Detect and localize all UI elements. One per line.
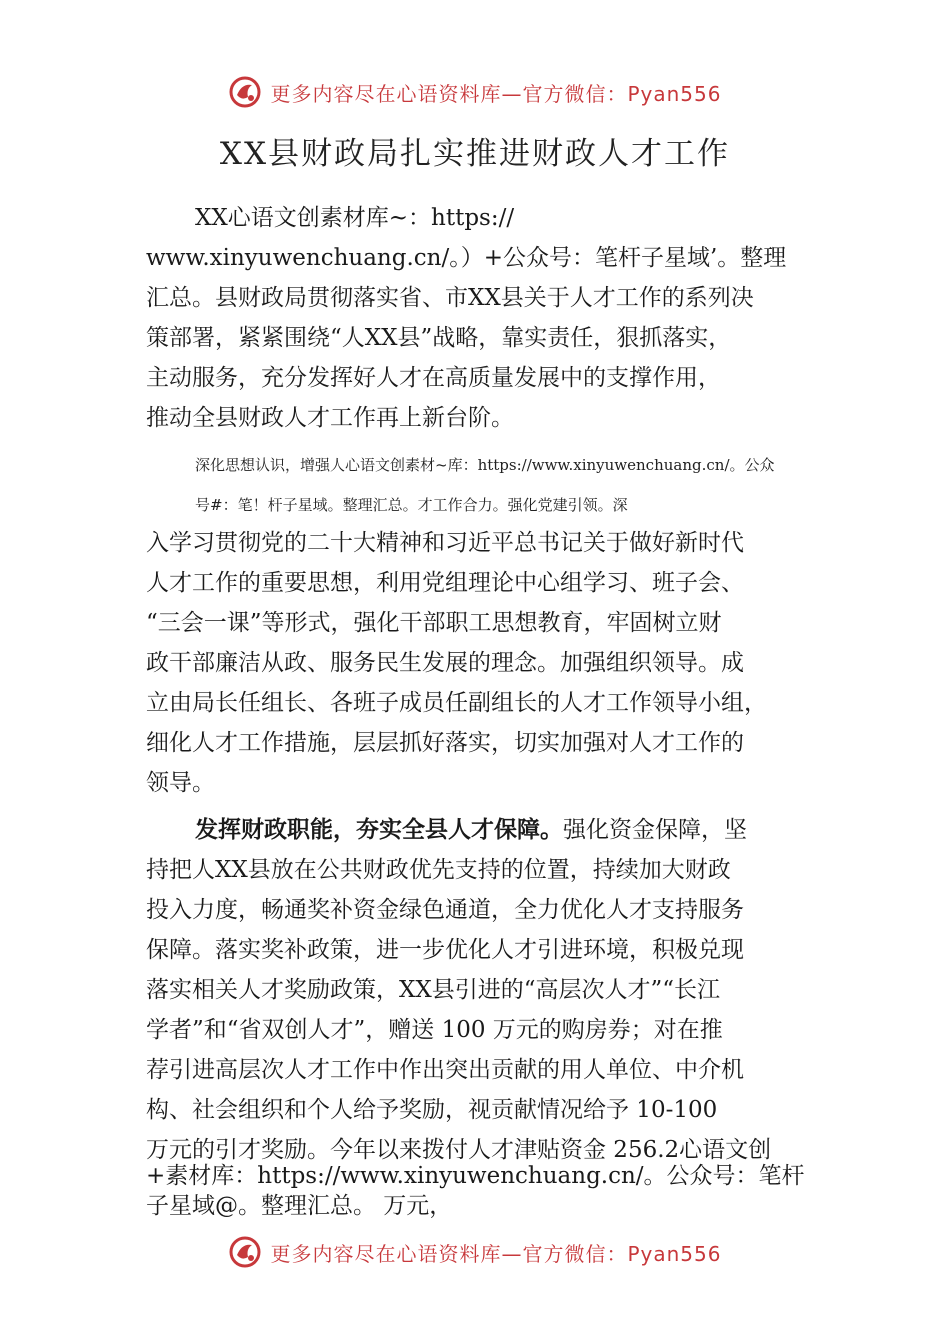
section2-line: 学者”和“省双创人才”，赠送 100 万元的购房券；对在推 xyxy=(146,1017,723,1043)
section1-line: 人才工作的重要思想，利用党组理论中心组学习、班子会、 xyxy=(146,570,744,596)
small-note-line: 号#：笔！杆子星域。整理汇总。才工作合力。强化党建引领。深 xyxy=(195,496,628,514)
section2-line: 保障。落实奖补政策，进一步优化人才引进环境，积极兑现 xyxy=(146,937,744,963)
section1-line: 细化人才工作措施，层层抓好落实，切实加强对人才工作的 xyxy=(146,730,744,756)
section1-line: 入学习贯彻党的二十大精神和习近平总书记关于做好新时代 xyxy=(146,530,744,556)
banner-text: 更多内容尽在心语资料库—官方微信：Pyan556 xyxy=(270,81,722,106)
section2-line: 荐引进高层次人才工作中作出突出贡献的用人单位、中介机 xyxy=(146,1057,744,1083)
section1-line: “三会一课”等形式，强化干部职工思想教育，牢固树立财 xyxy=(146,610,722,636)
section2-line: 万元的引才奖励。今年以来拨付人才津贴资金 256.2心语文创 xyxy=(146,1137,772,1163)
section2-line: 投入力度，畅通奖补资金绿色通道，全力优化人才支持服务 xyxy=(146,897,744,923)
intro-line: 策部署，紧紧围绕“人XX县”战略，靠实责任，狠抓落实， xyxy=(146,325,732,351)
stamp-logo-icon xyxy=(228,75,262,109)
section2-line: 持把人XX县放在公共财政优先支持的位置，持续加大财政 xyxy=(146,857,731,883)
section2-line: 子星域@。整理汇总。 万元， xyxy=(146,1193,453,1219)
intro-line: www.xinyuwenchuang.cn/。）+公众号：笔杆子星域’。整理 xyxy=(146,245,787,271)
section2-line: 落实相关人才奖励政策，XX县引进的“高层次人才”“长江 xyxy=(146,977,721,1003)
section2-line: 构、社会组织和个人给予奖励，视贡献情况给予 10-100 xyxy=(146,1097,718,1123)
section2-lead-line xyxy=(195,815,747,845)
footer-banner xyxy=(0,1230,950,1274)
intro-line: XX心语文创素材库~：https:// xyxy=(195,205,515,231)
small-note-line: 深化思想认识，增强人心语文创素材~库：https://www.xinyuwenchuang.cn/。公众 xyxy=(195,456,775,474)
intro-line: 汇总。县财政局贯彻落实省、市XX县关于人才工作的系列决 xyxy=(146,285,754,311)
page-title: XX县财政局扎实推进财政人才工作 xyxy=(219,136,731,172)
section2-heading: 发挥财政职能，夯实全县人才保障。 xyxy=(195,817,563,843)
section2-lead-rest: 强化资金保障，坚 xyxy=(563,817,747,843)
stamp-logo-icon xyxy=(228,1235,262,1269)
intro-line: 推动全县财政人才工作再上新台阶。 xyxy=(146,405,514,431)
section1-line: 领导。 xyxy=(146,770,215,796)
section1-line: 立由局长任组长、各班子成员任副组长的人才工作领导小组， xyxy=(146,690,767,716)
section1-line: 政干部廉洁从政、服务民生发展的理念。加强组织领导。成 xyxy=(146,650,744,676)
section2-line: +素材库：https://www.xinyuwenchuang.cn/。公众号：笔杆 xyxy=(146,1163,805,1189)
header-banner xyxy=(0,70,950,114)
intro-line: 主动服务，充分发挥好人才在高质量发展中的支撑作用， xyxy=(146,365,721,391)
banner-text: 更多内容尽在心语资料库—官方微信：Pyan556 xyxy=(270,1241,722,1266)
